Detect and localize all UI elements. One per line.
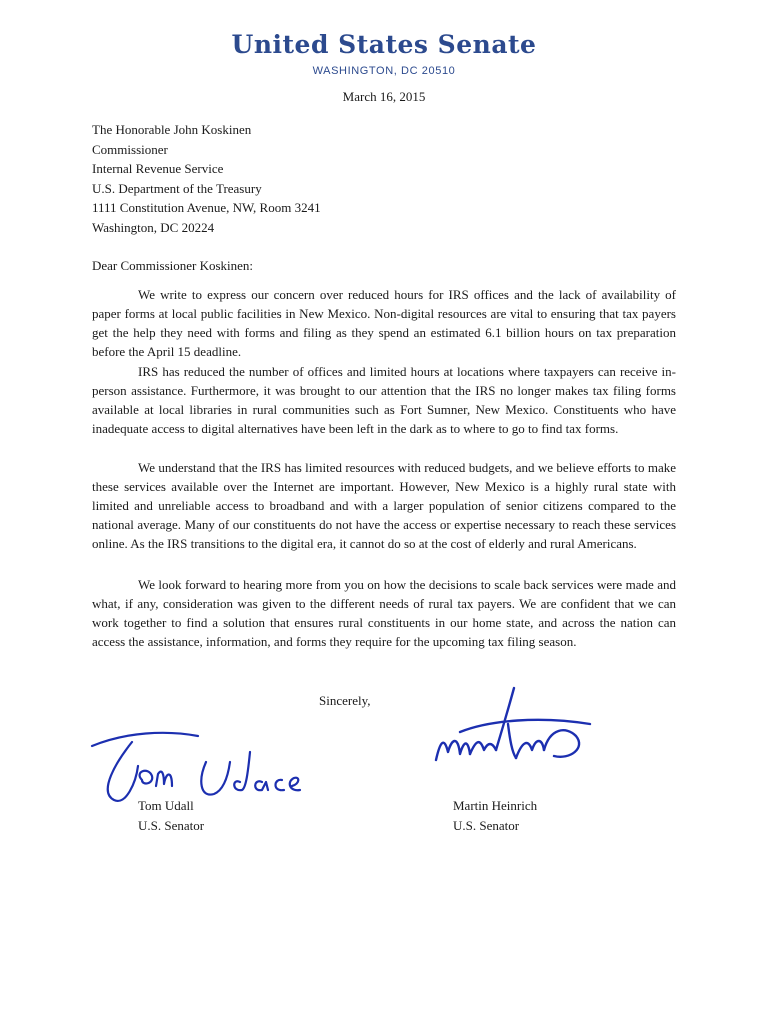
closing: Sincerely, <box>319 693 371 708</box>
recipient-line: Washington, DC 20224 <box>92 219 215 235</box>
signature-block-heinrich <box>453 796 537 836</box>
letterhead-location: WASHINGTON, DC 20510 <box>312 65 456 77</box>
signatory-name: Martin Heinrich <box>453 798 538 813</box>
signatory-name: Tom Udall <box>138 798 194 813</box>
signature-martin-heinrich <box>430 680 600 775</box>
letter-date: March 16, 2015 <box>342 89 426 104</box>
body-paragraph: We write to express our concern over reduced hours for IRS offices and the lack of availability of paper forms at local public facilities in New Mexico. Non-digital resources are vital to ensuring that tax payers get the help they need with forms and filing as they spend an estimated 6.1 billion hours on tax preparation before the April 15 deadline. <box>92 287 676 360</box>
salutation: Dear Commissioner Koskinen: <box>92 258 254 273</box>
signatory-title: U.S. Senator <box>453 818 520 833</box>
body-paragraph: We understand that the IRS has limited resources with reduced budgets, and we believe efforts to make these services available over the Internet are important. However, New Mexico is a highly rural state with limited and unreliable access to broadband and with a larger population of senior citizens compared to the national average. Many of our constituents do not have the access or expertise necessary to reach these services online. As the IRS transitions to the digital era, it cannot do so at the cost of elderly and rural Americans. <box>92 460 676 552</box>
signature-tom-udall <box>86 722 326 812</box>
body-paragraph: IRS has reduced the number of offices and limited hours at locations where taxpayers can receive in-person assistance. Furthermore, it was brought to our attention that the IRS no longer makes tax filing forms available at local libraries in rural communities such as Fort Sumner, New Mexico. Constituents who have inadequate access to digital alternatives have been left in the dark as to where to go to find tax forms. <box>92 364 676 437</box>
recipient-line: 1111 Constitution Avenue, NW, Room 3241 <box>92 200 321 216</box>
recipient-address <box>92 120 321 238</box>
recipient-line: The Honorable John Koskinen <box>92 122 252 137</box>
recipient-line: Commissioner <box>92 141 168 157</box>
signature-block-udall <box>138 796 204 836</box>
body-paragraph: We look forward to hearing more from you on how the decisions to scale back services were made and what, if any, consideration was given to the different needs of rural tax payers. We are confident that we can work together to find a solution that ensures rural constituents in our home state, and across the nation can access the assistance, information, and forms they require for the upcoming tax filing season. <box>92 577 676 650</box>
recipient-line: U.S. Department of the Treasury <box>92 180 262 196</box>
signatory-title: U.S. Senator <box>138 818 205 833</box>
recipient-line: Internal Revenue Service <box>92 161 224 177</box>
letterhead-title: United States Senate <box>231 30 537 59</box>
